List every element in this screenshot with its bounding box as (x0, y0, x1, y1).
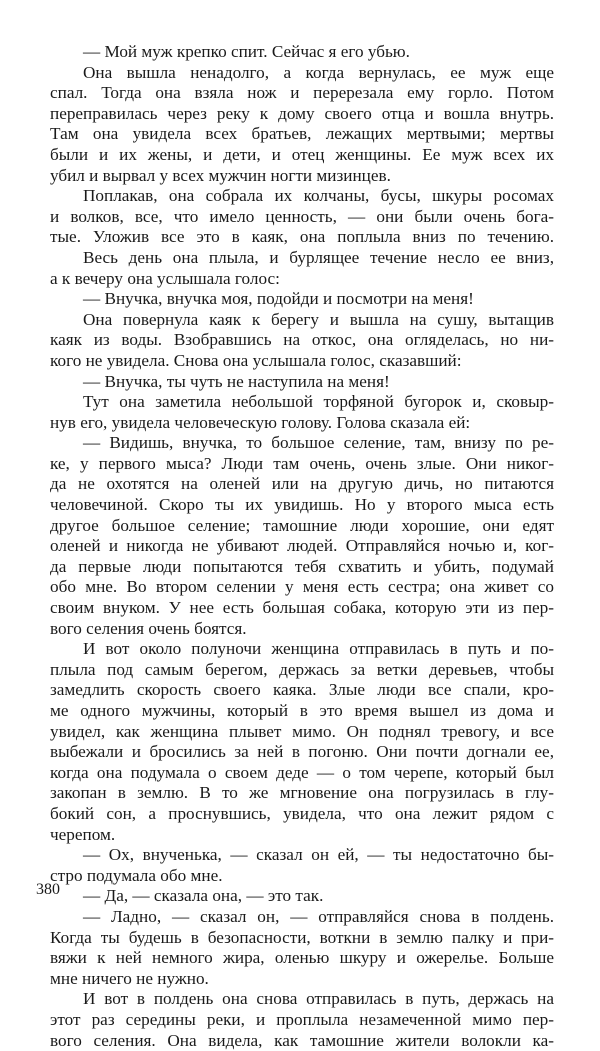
text-line: убил и вырвал у всех мужчин ногти мизинцев. (50, 166, 554, 187)
text-line: — Да, — сказала она, — это так. (50, 886, 554, 907)
text-line: этот раз середины реки, и проплыла незамеченной мимо пер- (50, 1010, 554, 1031)
text-line: — Ох, внученька, — сказал он ей, — ты недостаточно бы- (50, 845, 554, 866)
text-line: Когда ты будешь в безопасности, воткни в землю палку и при- (50, 928, 554, 949)
text-line: — Мой муж крепко спит. Сейчас я его убью. (50, 42, 554, 63)
text-line: выбежали и бросились за ней в погоню. Они почти догнали ее, (50, 742, 554, 763)
text-line: нув его, увидела человеческую голову. Голова сказала ей: (50, 413, 554, 434)
text-line: обо мне. Во втором селении у меня есть сестра; она живет со (50, 577, 554, 598)
text-line: своим внуком. У нее есть большая собака, которую эти из пер- (50, 598, 554, 619)
text-line: черепом. (50, 825, 554, 846)
text-line: человечиной. Скоро ты их увидишь. Но у второго мыса есть (50, 495, 554, 516)
text-line: кого не увидела. Снова она услышала голос, сказавший: (50, 351, 554, 372)
text-line: — Внучка, ты чуть не наступила на меня! (50, 372, 554, 393)
text-line: когда она подумала о своем деде — о том черепе, который был (50, 763, 554, 784)
text-line: другое большое селение; тамошние люди хорошие, они едят (50, 516, 554, 537)
text-line: увидел, как женщина плывет мимо. Он поднял тревогу, и все (50, 722, 554, 743)
page-number: 380 (36, 881, 60, 899)
text-line: спал. Тогда она взяла нож и перерезала ему горло. Потом (50, 83, 554, 104)
text-line: Там она увидела всех братьев, лежащих мертвыми; мертвы (50, 124, 554, 145)
text-line: плыла под самым берегом, держась за ветки деревьев, чтобы (50, 660, 554, 681)
text-line: были и их жены, и дети, и отец женщины. Ее муж всех их (50, 145, 554, 166)
text-line: каяк из воды. Взобравшись на откос, она огляделась, но ни- (50, 330, 554, 351)
text-line: — Ладно, — сказал он, — отправляйся снова в полдень. (50, 907, 554, 928)
text-line: замедлить скорость своего каяка. Злые люди все спали, кро- (50, 680, 554, 701)
text-line: да не охотятся на оленей или на другую дичь, но питаются (50, 474, 554, 495)
text-line: вого селения очень боятся. (50, 619, 554, 640)
text-line: тые. Уложив все это в каяк, она поплыла вниз по течению. (50, 227, 554, 248)
text-line: бокий сон, а проснувшись, увидела, что она лежит рядом с (50, 804, 554, 825)
text-line: Поплакав, она собрала их колчаны, бусы, шкуры росомах (50, 186, 554, 207)
text-line: — Внучка, внучка моя, подойди и посмотри на меня! (50, 289, 554, 310)
text-line: И вот около полуночи женщина отправилась в путь и по- (50, 639, 554, 660)
text-line: и волков, все, что имело ценность, — они были очень бога- (50, 207, 554, 228)
text-line: И вот в полдень она снова отправилась в путь, держась на (50, 989, 554, 1010)
text-line: переправилась через реку к дому своего отца и вошла внутрь. (50, 104, 554, 125)
text-line: закопан в землю. В то же мгновение она погрузилась в глу- (50, 783, 554, 804)
text-line: Тут она заметила небольшой торфяной бугорок и, сковыр- (50, 392, 554, 413)
text-line: да первые люди попытаются тебя схватить и убить, подумай (50, 557, 554, 578)
text-line: вого селения. Она видела, как тамошние жители волокли ка- (50, 1031, 554, 1051)
text-line: вяжи к ней немного жира, оленью шкуру и ожерелье. Больше (50, 948, 554, 969)
text-line: мне ничего не нужно. (50, 969, 554, 990)
text-line: Она вышла ненадолго, а когда вернулась, ее муж еще (50, 63, 554, 84)
text-line: оленей и никогда не убивают людей. Отправляйся ночью и, ког- (50, 536, 554, 557)
text-line: ме одного мужчины, который в это время вышел из дома и (50, 701, 554, 722)
text-line: ке, у первого мыса? Люди там очень, очень злые. Они никог- (50, 454, 554, 475)
text-line: а к вечеру она услышала голос: (50, 269, 554, 290)
text-line: Весь день она плыла, и бурлящее течение несло ее вниз, (50, 248, 554, 269)
text-line: стро подумала обо мне. (50, 866, 554, 887)
page-body (50, 42, 554, 1051)
text-line: Она повернула каяк к берегу и вышла на сушу, вытащив (50, 310, 554, 331)
text-line: — Видишь, внучка, то большое селение, там, внизу по ре- (50, 433, 554, 454)
